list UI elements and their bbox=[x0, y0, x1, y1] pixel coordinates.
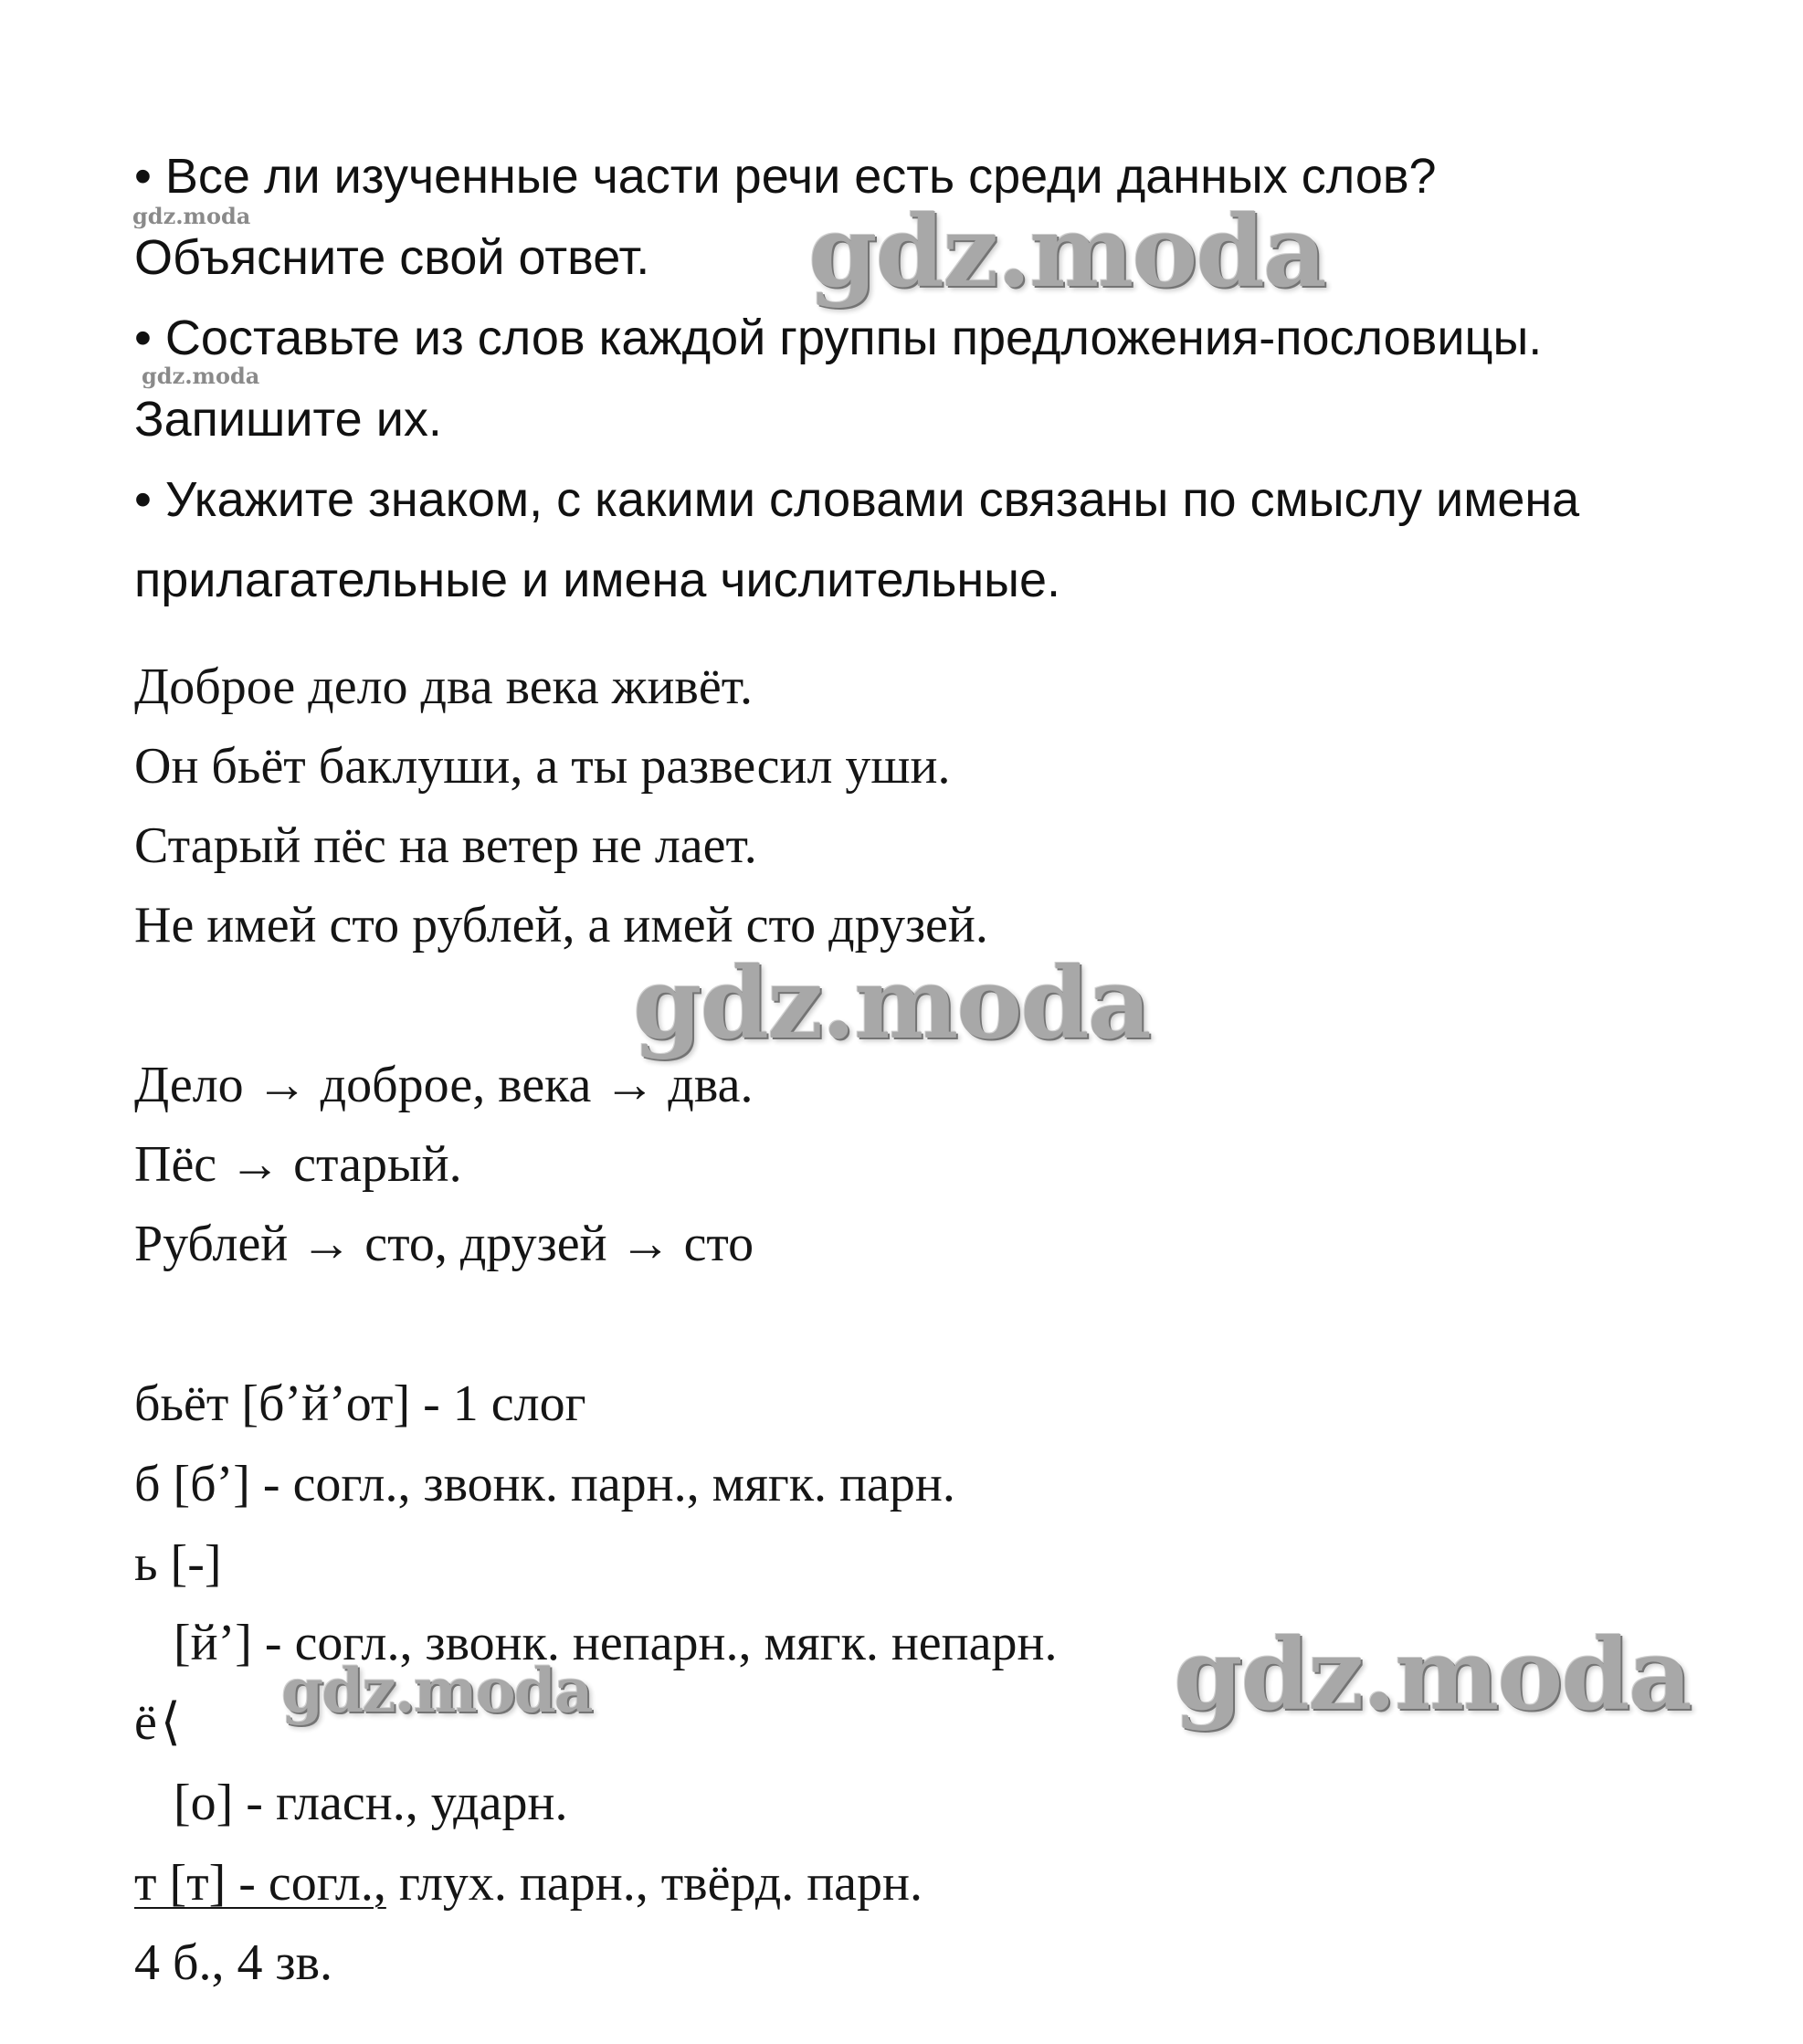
instruction-line-3: • Составьте из слов каждой группы предложения-пословицы. bbox=[134, 311, 1543, 365]
yo-letter: ё bbox=[134, 1694, 157, 1751]
phonetic-summary: 4 б., 4 зв. bbox=[134, 1934, 333, 1991]
phonetic-t-underlined: т [т] - согл., bbox=[134, 1855, 386, 1912]
phonetic-t-rest: глух. парн., твёрд. парн. bbox=[385, 1855, 923, 1912]
watermark-large-3: gdz.moda bbox=[1174, 1617, 1691, 1733]
yo-brace: ⟨ bbox=[160, 1694, 181, 1751]
watermark-large-1: gdz.moda bbox=[808, 195, 1325, 310]
phonetic-o-line: [о] - гласн., ударн. bbox=[174, 1775, 568, 1831]
watermark-small-1: gdz.moda bbox=[132, 203, 251, 229]
proverb-4: Не имей сто рублей, а имей сто друзей. bbox=[134, 897, 988, 954]
phonetic-soft-sign-line: ь [-] bbox=[134, 1535, 222, 1592]
link-line-3: Рублей → сто, друзей → сто bbox=[134, 1216, 754, 1272]
instruction-line-5: • Укажите знаком, с какими словами связаны по смыслу имена bbox=[134, 472, 1580, 527]
instruction-line-1: • Все ли изученные части речи есть среди данных слов? bbox=[134, 149, 1437, 204]
phonetic-b-line: б [б’] - согл., звонк. парн., мягк. парн. bbox=[134, 1456, 955, 1512]
phonetic-yo-line bbox=[134, 1694, 181, 1751]
link-line-1: Дело → доброе, века → два. bbox=[134, 1057, 754, 1113]
instruction-line-2: Объясните свой ответ. bbox=[134, 230, 650, 285]
phonetic-j-line: [й’] - согл., звонк. непарн., мягк. непарн. bbox=[174, 1615, 1058, 1671]
phonetic-word-line: бьёт [б’й’от] - 1 слог bbox=[134, 1375, 586, 1432]
proverb-1: Доброе дело два века живёт. bbox=[134, 659, 753, 715]
proverb-2: Он бьёт баклуши, а ты развесил уши. bbox=[134, 738, 951, 795]
proverb-3: Старый пёс на ветер не лает. bbox=[134, 817, 757, 874]
instruction-line-4: Запишите их. bbox=[134, 392, 442, 447]
instruction-line-6: прилагательные и имена числительные. bbox=[134, 553, 1061, 607]
link-line-2: Пёс → старый. bbox=[134, 1136, 462, 1193]
watermark-small-2: gdz.moda bbox=[142, 363, 260, 389]
watermark-large-2: gdz.moda bbox=[633, 946, 1150, 1061]
phonetic-t-line bbox=[134, 1855, 923, 1912]
watermark-medium: gdz.moda bbox=[281, 1655, 592, 1726]
